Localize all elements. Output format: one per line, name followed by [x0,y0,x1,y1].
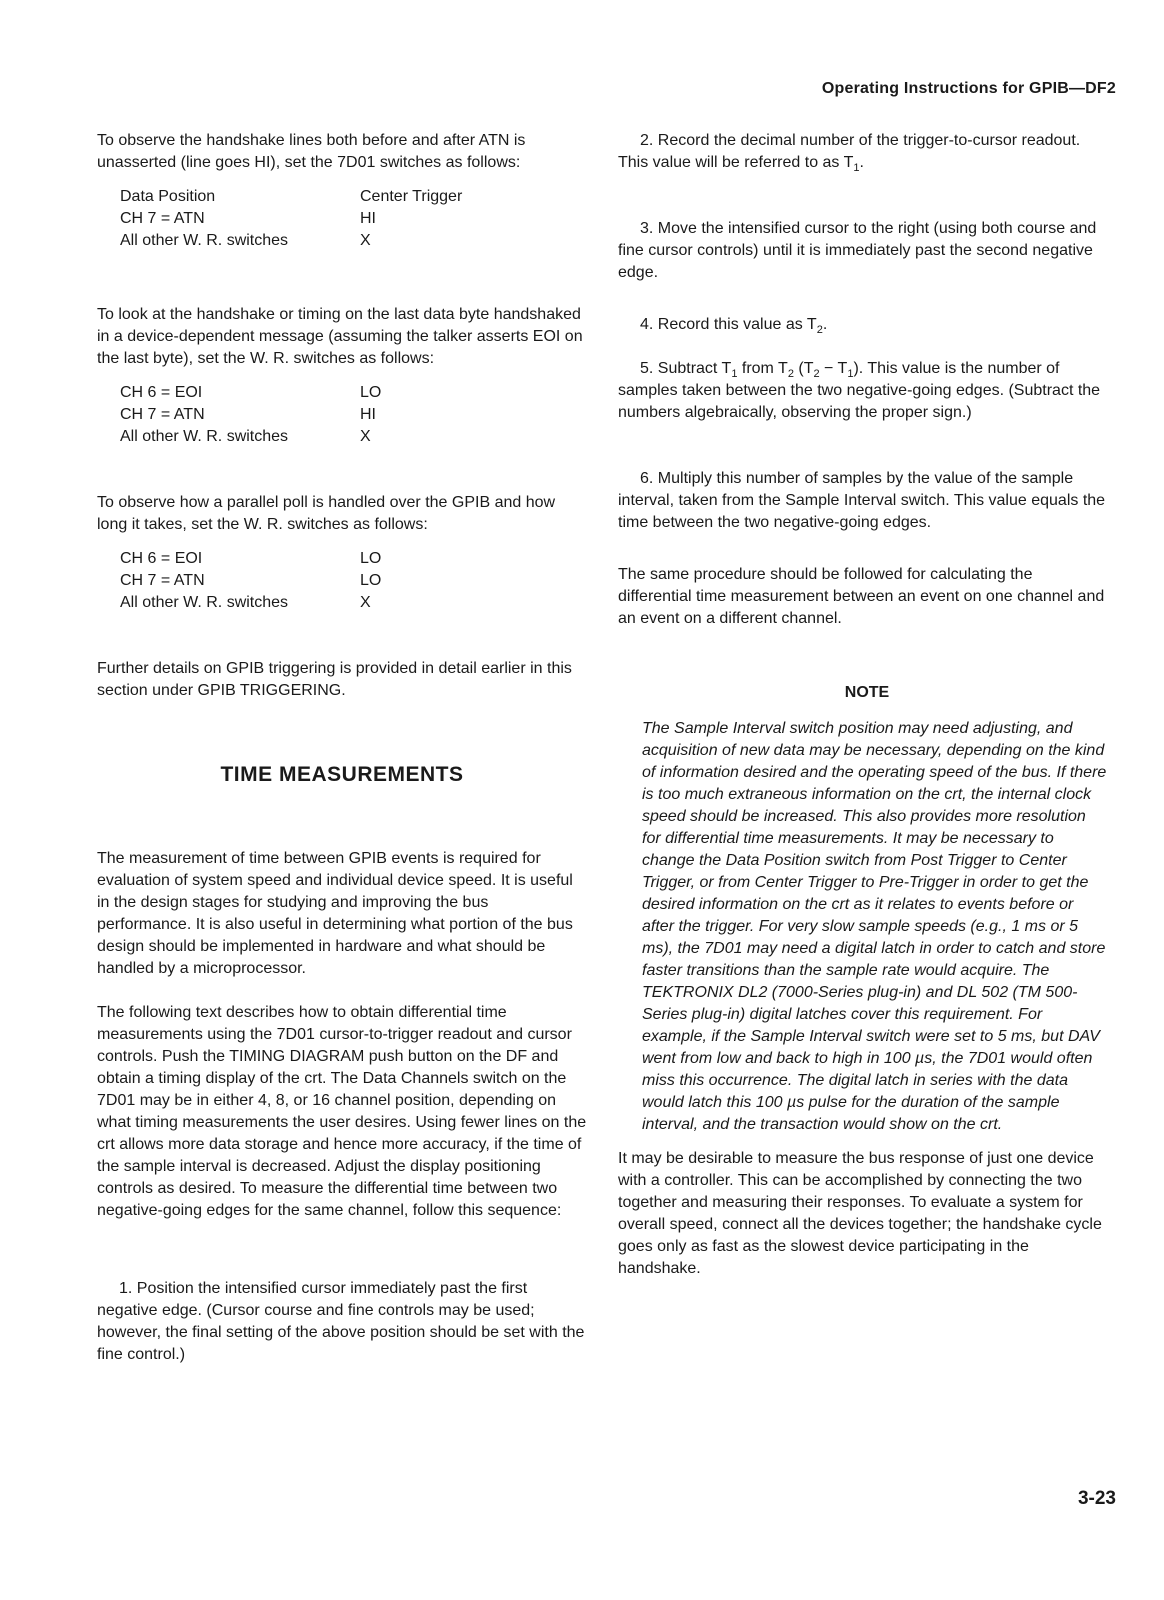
setting-value: LO [360,550,382,567]
paragraph-same-procedure: The same procedure should be followed for calculating the differential time measurement between an event on one channel and an event on a different channel. [618,566,1105,627]
section-title: TIME MEASUREMENTS [220,763,464,786]
setting-name: CH 6 = EOI [120,384,203,401]
settings-row [120,426,381,448]
setting-value: X [360,594,371,611]
step-6: 6. Multiply this number of samples by the value of the sample interval, taken from the Sample Interval switch. This value equals the time between the two negative-going edges. [618,470,1106,531]
paragraph-differential-time: The following text describes how to obtain differential time measurements using the 7D01 cursor-to-trigger readout and cursor controls. Push the TIMING DIAGRAM push button on the DF and obtain a timing display of the crt. The Data Channels switch on the 7D01 may be in either 4, 8, or 16 channel position, depending on what timing measurements the user desires. Using fewer lines on the crt allows more data storage and hence more accuracy, if the time of the sample interval is decreased. Adjust the display positioning controls as desired. To measure the differential time between two negative-going edges for the same channel, follow this sequence: [97,1004,587,1219]
setting-value: X [360,232,371,249]
subscript: 2 [787,368,794,381]
paragraph-further-details: Further details on GPIB triggering is provided in detail earlier in this section under GPIB TRIGGERING. [97,660,572,699]
settings-table-atn [120,186,462,252]
settings-row [120,592,381,614]
step-4-text: 4. Record this value as T [640,316,817,333]
settings-table-last-byte [120,382,381,448]
settings-row [120,208,462,230]
paragraph-last-data-byte: To look at the handshake or timing on the last data byte handshaked in a device-dependent message (assuming the talker asserts EOI on the last byte), set the W. R. switches as follows: [97,306,583,367]
subscript: 1 [853,162,860,175]
setting-name: All other W. R. switches [120,594,289,611]
setting-name: CH 7 = ATN [120,210,205,227]
setting-value: Center Trigger [360,188,463,205]
setting-name: CH 6 = EOI [120,550,203,567]
settings-row [120,186,462,208]
subscript: 2 [816,324,823,337]
step-5-text: (T [793,360,814,377]
step-5-text: − T [819,360,848,377]
note-body: The Sample Interval switch position may need adjusting, and acquisition of new data may be necessary, depending on the kind of information desired and the operating speed of the bus. If there is too much extraneous information on the crt, the internal clock speed should be increased. This also provides more resolution for differential time measurements. It may be necessary to change the Data Position switch from Post Trigger to Center Trigger, or from Center Trigger to Pre-Trigger in order to get the desired information on the crt as it relates to events before or after the trigger. For very slow sample speeds (e.g., 1 ms or 5 ms), the 7D01 may need a digital latch in order to catch and store faster transitions than the sample rate would acquire. The TEKTRONIX DL2 (7000-Series plug-in) and DL 502 (TM 500-Series plug-in) digital latches cover this requirement. For example, if the Sample Interval switch were set to 5 ms, but DAV went from low and back to high in 100 µs, the 7D01 would often miss this occurrence. The digital latch in series with the data would latch this 100 µs pulse for the duration of the sample interval, and the transaction would show on the crt. [642,720,1107,1133]
step-2-text: 2. Record the decimal number of the trigger-to-cursor readout. This value will be referred to as T [618,132,1081,171]
running-head: Operating Instructions for GPIB—DF2 [821,80,1116,97]
setting-value: LO [360,572,382,589]
right-column [618,130,1108,1280]
setting-name: All other W. R. switches [120,428,289,445]
subscript: 2 [813,368,820,381]
step-2 [618,130,1108,174]
setting-name: CH 7 = ATN [120,406,205,423]
setting-value: LO [360,384,382,401]
note-title: NOTE [844,684,890,701]
left-column [97,130,587,1366]
setting-name: Data Position [120,188,216,205]
paragraph-time-measurement-intro: The measurement of time between GPIB events is required for evaluation of system speed and individual device speed. It is useful in the design stages for studying and improving the bus performance. It is also useful in determining what portion of the bus design should be implemented in hardware and what should be handled by a microprocessor. [97,850,573,977]
settings-row [120,570,381,592]
step-5 [618,358,1108,424]
settings-row [120,230,462,252]
step-3: 3. Move the intensified cursor to the right (using both course and fine cursor controls) until it is immediately past the second negative edge. [618,220,1097,281]
step-5-text: from T [737,360,788,377]
settings-row [120,382,381,404]
setting-value: HI [360,210,376,227]
subscript: 1 [731,368,738,381]
paragraph-parallel-poll: To observe how a parallel poll is handled over the GPIB and how long it takes, set the W. R. switches as follows: [97,494,556,533]
paragraph-bus-response: It may be desirable to measure the bus response of just one device with a controller. This can be accomplished by connecting the two together and measuring their responses. To evaluate a system for overall speed, connect all the devices together; the handshake cycle goes only as fast as the slowest device participating in the handshake. [618,1150,1102,1277]
step-1: 1. Position the intensified cursor immediately past the first negative edge. (Cursor course and fine controls may be used; however, the final setting of the above position should be set with the fine control.) [97,1280,585,1363]
step-2-end: . [859,154,864,171]
step-5-text: ). This value is the number of samples taken between the two negative-going edges. (Subtract the numbers algebraically, observing the proper sign.) [618,360,1101,421]
step-5-text: 5. Subtract T [640,360,732,377]
subscript: 1 [847,368,854,381]
paragraph-atn-unasserted: To observe the handshake lines both before and after ATN is unasserted (line goes HI), set the 7D01 switches as follows: [97,132,526,171]
settings-table-parallel-poll [120,548,381,614]
setting-value: HI [360,406,376,423]
setting-name: CH 7 = ATN [120,572,205,589]
settings-row [120,404,381,426]
step-4 [618,314,1108,336]
step-4-end: . [822,316,828,333]
setting-name: All other W. R. switches [120,232,289,249]
page-number: 3-23 [1077,1488,1116,1509]
setting-value: X [360,428,371,445]
settings-row [120,548,381,570]
